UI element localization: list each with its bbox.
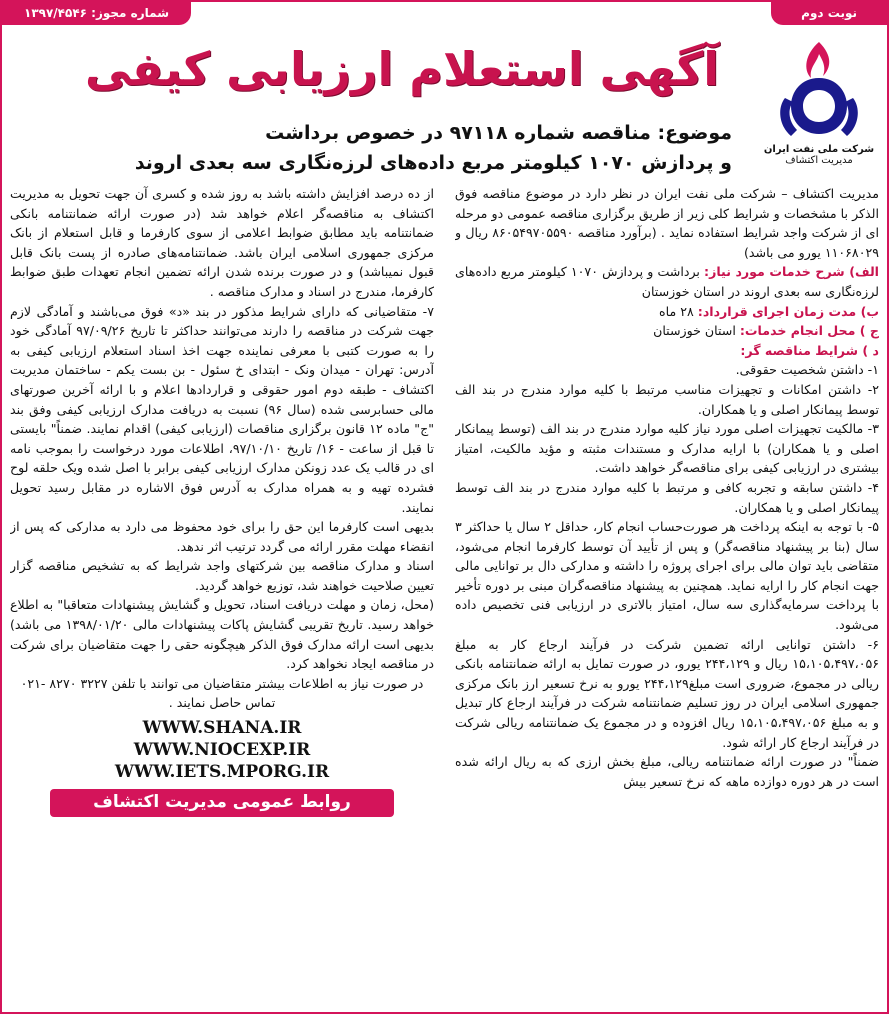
subject-line-1: موضوع: مناقصه شماره ۹۷۱۱۸ در خصوص برداشت [265,122,732,144]
license-number-badge: شماره مجوز: ۱۳۹۷/۴۵۴۶ [2,2,191,25]
section-a-text: برداشت و پردازش ۱۰۷۰ کیلومتر مربع داده‌های لرزه‌نگاری سه بعدی اروند در استان خوزستان [455,264,879,299]
subject-heading [72,118,732,178]
condition-item: ۵- با توجه به اینکه پرداخت هر صورت‌حساب انجام کار، حداقل ۲ سال یا حداکثر ۳ سال (بنا بر پیشنهاد مناقصه‌گر) و پس از تأیید آن توسط کارفرما انجام می‌شود، متقاضی باید توان مالی برای اجرای پروژه را داشته و مدارکی دال بر توانایی مالی جهت انجام کار را ارایه نماید. همچنین به پیشنهاد مناقصه‌گران مبنی بر دوره تأخیر با پرداخت سرمایه‌گذاری سه سال، امتیاز بالاتری در ارزیابی فنی تخصیص داده می‌شود. [455,519,879,633]
section-b-label: ب) مدت زمان اجرای قرارداد: [697,303,879,319]
body-paragraph: ۷- متقاضیانی که دارای شرایط مذکور در بند «د» فوق می‌باشند و آمادگی لازم جهت شرکت در مناقصه را دارند می‌توانند حداکثر تا تاریخ ۹۷/۰۹/۲۶ آمادگی خود را به صورت کتبی با معرفی نماینده جهت اخذ اسناد استعلام ارزیابی کیفی به آدرس: تهران - میدان ونک - ابتدای خ سئول - بن بست یکم - ساختمان مدیریت اکتشاف - طبقه دوم امور حقوقی و قراردادها اعلام و با ارائه آخرین صورتهای مالی حسابرسی شده (سال ۹۶) نسبت به دریافت مدارک ارزیابی کیفی وفق بند "ج" ماده ۱۲ قانون برگزاری مناقصات (ارزیابی کیفی) اقدام نمایند. ضمناً" بایستی تا قبل از ساعت - ۱۶/ تاریخ ۹۷/۱۰/۱۰، اطلاعات مورد درخواست را بموجب نامه ای در قالب یک عدد زونکن مدارک ارزیابی کیفی برابر با اصل شده ویک حلقه لوح فشرده تهیه و به همراه مدارک به آدرس فوق الاشاره در مقابل رسید تحویل نمایند. [10,303,434,515]
condition-item: ضمناً" در صورت ارائه ضمانتنامه ریالی، مبلغ بخش ارزی که به ریال ارائه شده است در هر دوره دوازده ماهه که نرخ تسعیر بیش [455,754,879,789]
flame-logo-icon [771,38,867,142]
intro-paragraph: مدیریت اکتشاف – شرکت ملی نفت ایران در نظر دارد در موضوع مناقصه فوق الذکر با مشخصات و شرایط کلی زیر از طریق برگزاری مناقصه عمومی دو مرحله ای از شرکت واجد شرایط استفاده نماید . (برآورد مناقصه ۸۶۰۵۴۹۷۰۵۵۹۰ ریال و ۱۱۰۶۸۰۲۹ یورو می باشد) [455,186,879,260]
condition-item: ۶- داشتن توانایی ارائه تضمین شرکت در فرآیند ارجاع کار به مبلغ ۱۵،۱۰۵،۴۹۷،۰۵۶ ریال و ۲۴۴،۱۲۹ یورو، در صورت تمایل به ارائه ضمانتنامه بانکی ریالی در مجموع، ضروری است مبلغ۲۴۴،۱۲۹ یورو به نرخ تسعیر ارز بانک مرکزی جمهوری اسلامی ایران در روز تسلیم ضمانتنامه شرکت در فرآیند ارجاع کار تبدیل و به مبلغ ۱۵،۱۰۵،۴۹۷،۰۵۶ ریال افزوده و در مجموع یک ضمانتنامه ریالی شرکت در فرآیند ارجاع کار ارائه شود. [455,636,879,750]
section-c-label: ج ) محل انجام خدمات: [739,323,879,339]
subject-line-2: و پردازش ۱۰۷۰ کیلومتر مربع داده‌های لرزه‌نگاری سه بعدی اروند [134,152,732,174]
left-column [10,184,434,1006]
website-link[interactable]: WWW.IETS.MPORG.IR [114,762,330,783]
page-title: آگهی استعلام ارزیابی کیفی [84,42,720,96]
website-link[interactable]: WWW.SHANA.IR [142,718,302,739]
body-columns [10,184,879,1006]
company-name: شرکت ملی نفت ایران [763,144,875,155]
section-c [455,321,879,341]
contact-paragraph: در صورت نیاز به اطلاعات بیشتر متقاضیان می توانند با تلفن ۳۲۲۷ ۸۲۷۰ -۰۲۱ تماس حاصل نمایند . [20,675,424,711]
right-column [455,184,879,1006]
condition-item: ۴- داشتن سابقه و تجربه کافی و مرتبط با کلیه موارد مندرج در بند الف توسط پیمانکار اصلی و یا همکاران. [455,479,879,515]
condition-item: ۲- داشتن امکانات و تجهیزات مناسب مرتبط با کلیه موارد مندرج در بند الف توسط پیمانکار اصلی و یا همکاران. [455,381,879,417]
body-paragraph: (محل، زمان و مهلت دریافت اسناد، تحویل و گشایش پیشنهادات متعاقبا" به اطلاع خواهد رسید. تاریخ تقریبی گشایش پاکات پیشنهادات مالی ۱۳۹۸/۰۱/۲۰ می باشد) بدیهی است ارائه مدارک فوق الذکر هیچگونه حقی را جهت متقاضیان برای شرکت در مناقصه ایجاد نخواهد کرد. [10,597,434,672]
nioc-logo [759,38,879,178]
website-link[interactable]: WWW.NIOCEXP.IR [133,740,311,761]
department-name: مدیریت اکتشاف [785,155,853,166]
section-a-label: الف) شرح خدمات مورد نیاز: [704,264,879,280]
header-bar [2,2,887,26]
section-a [455,262,879,301]
body-paragraph: بدیهی است کارفرما این حق را برای خود محفوظ می دارد به مدارکی که پس از انقضاء مهلت مقرر ارائه می گردد ترتیب اثر ندهد. [10,519,434,554]
section-c-text: استان خوزستان [653,323,740,339]
edition-badge: نوبت دوم [771,2,887,25]
section-b [455,302,879,322]
body-paragraph: اسناد و مدارک مناقصه بین شرکتهای واجد شرایط که به تشخیص مناقصه گزار تعیین صلاحیت خواهند شد، توزیع خواهد گردید. [10,558,434,593]
section-d-label: د ) شرایط مناقصه گر: [740,342,879,358]
website-list [10,717,434,783]
public-relations-footer: روابط عمومی مدیریت اکتشاف [50,789,394,817]
condition-item: ۳- مالکیت تجهیزات اصلی مورد نیاز کلیه موارد مندرج در بند الف (توسط پیمانکار اصلی و یا همکاران) با ارایه مدارک و مستندات مثبته و مؤید مالکیت، امتیاز بیشتری در ارزیابی کیفی برای مناقصه‌گر خواهد داشت. [455,421,879,476]
condition-item: ۱- داشتن شخصیت حقوقی. [735,362,879,378]
body-paragraph: از ده درصد افزایش داشته باشد به روز شده و کسری آن جهت تحویل به مدیریت اکتشاف به مناقصه‌گر اعلام خواهد شد (در صورت ارائه ضمانتنامه بانکی ضمانتنامه باید مطابق ضوابط اعلامی از سوی کارفرما و قابل استعلام از بانک مرکزی جمهوری اسلامی ایران باشد. ضمانتنامه‌های صادره از پست بانک قابل قبول نمیباشد) و در صورت برنده شدن ارائه تضمین انجام تعهدات طبق ضوابط کارفرما، مندرج در اسناد و مدارک مناقصه . [10,186,434,299]
section-b-text: ۲۸ ماه [659,303,698,319]
